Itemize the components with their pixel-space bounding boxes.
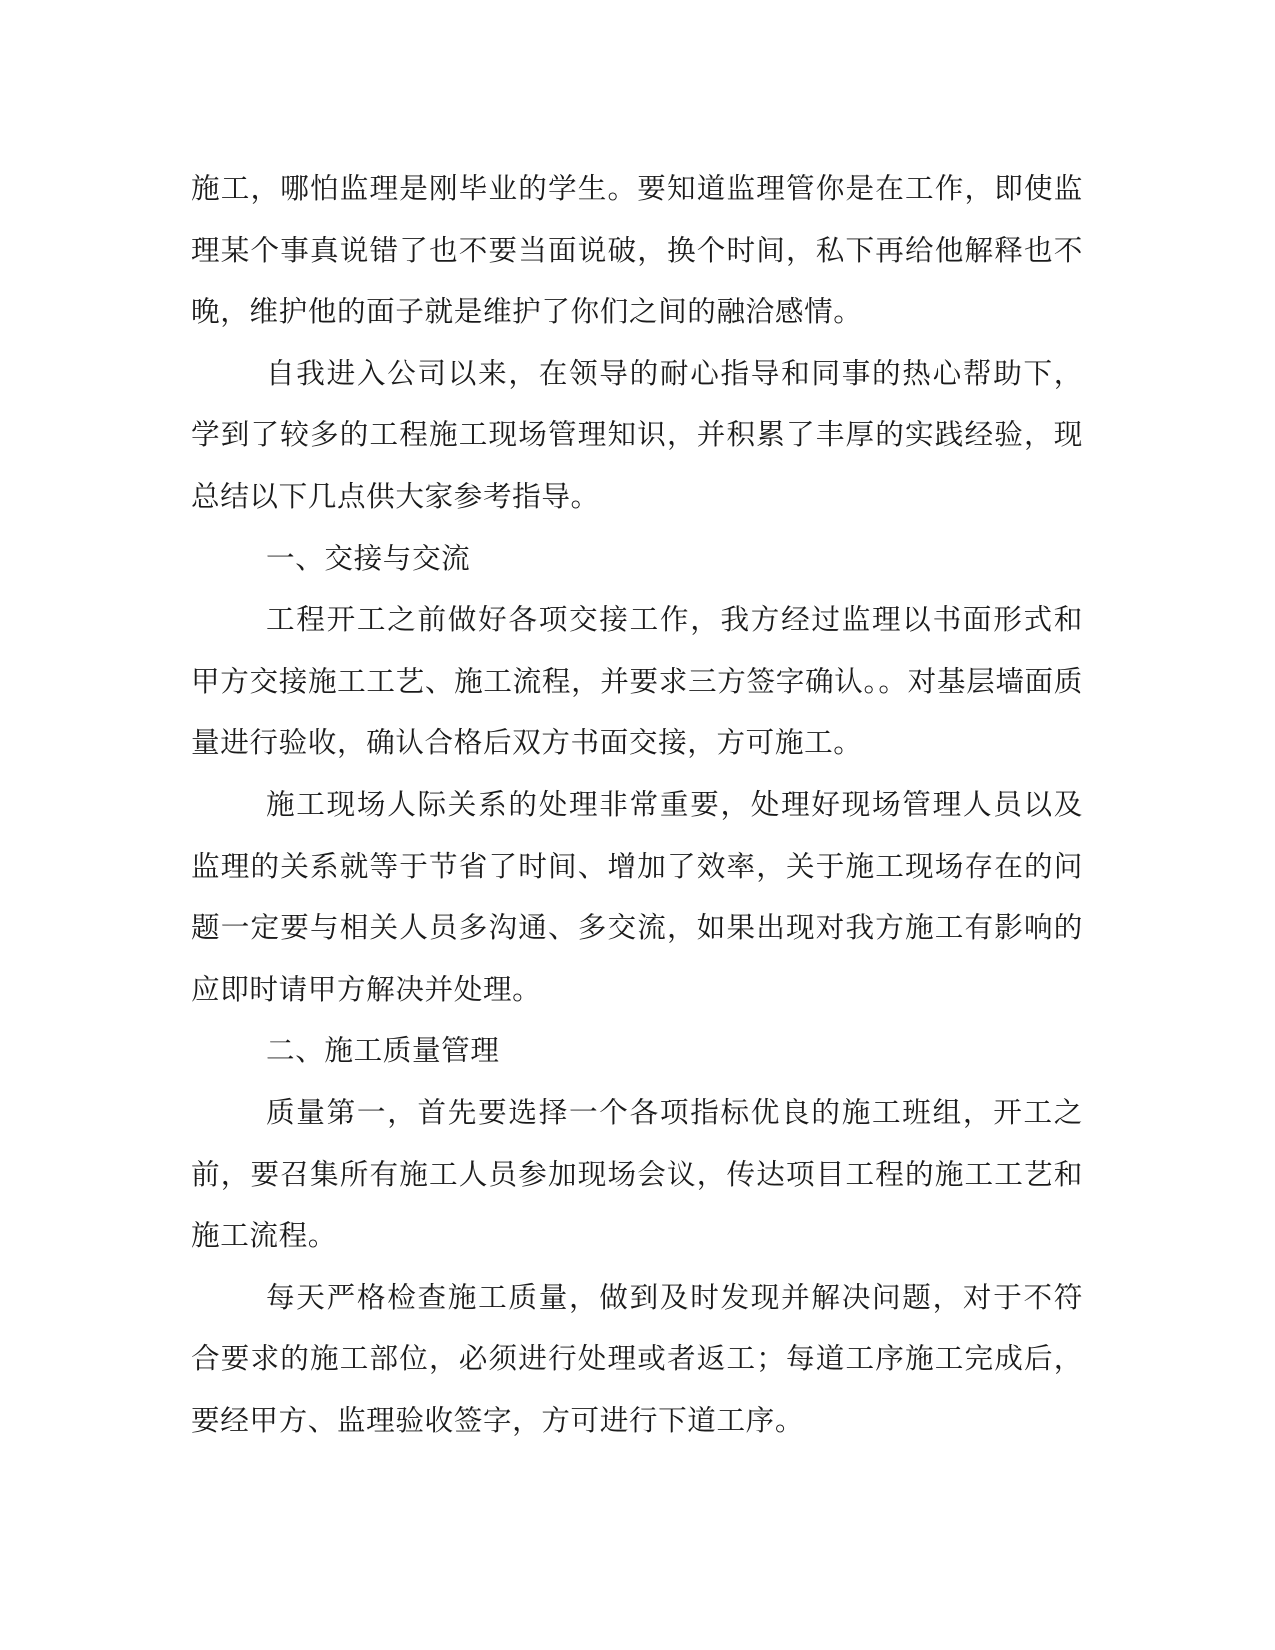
paragraph-handover: 工程开工之前做好各项交接工作，我方经过监理以书面形式和甲方交接施工工艺、施工流程，并要求三方签字确认。。对基层墙面质量进行验收，确认合格后双方书面交接，方可施工。 bbox=[191, 602, 1083, 760]
section-heading-quality: 二、施工质量管理 bbox=[266, 1033, 500, 1068]
paragraph-relations: 施工现场人际关系的处理非常重要，处理好现场管理人员以及监理的关系就等于节省了时间、增加了效率，关于施工现场存在的问题一定要与相关人员多沟通、多交流，如果出现对我方施工有影响的应即时请甲方解决并处理。 bbox=[191, 786, 1083, 1006]
paragraph-daily-inspection: 每天严格检查施工质量，做到及时发现并解决问题，对于不符合要求的施工部位，必须进行处理或者返工；每道工序施工完成后，要经甲方、监理验收签字，方可进行下道工序。 bbox=[191, 1279, 1083, 1437]
section-heading-handover: 一、交接与交流 bbox=[266, 540, 471, 575]
paragraph-quality-first: 质量第一，首先要选择一个各项指标优良的施工班组，开工之前，要召集所有施工人员参加现场会议，传达项目工程的施工工艺和施工流程。 bbox=[191, 1094, 1083, 1253]
paragraph-continuation: 施工，哪怕监理是刚毕业的学生。要知道监理管你是在工作，即使监理某个事真说错了也不要当面说破，换个时间，私下再给他解释也不晚，维护他的面子就是维护了你们之间的融洽感情。 bbox=[191, 171, 1083, 329]
document-body bbox=[191, 158, 1083, 1451]
paragraph-intro: 自我进入公司以来，在领导的耐心指导和同事的热心帮助下，学到了较多的工程施工现场管理知识，并积累了丰厚的实践经验，现总结以下几点供大家参考指导。 bbox=[191, 355, 1083, 513]
